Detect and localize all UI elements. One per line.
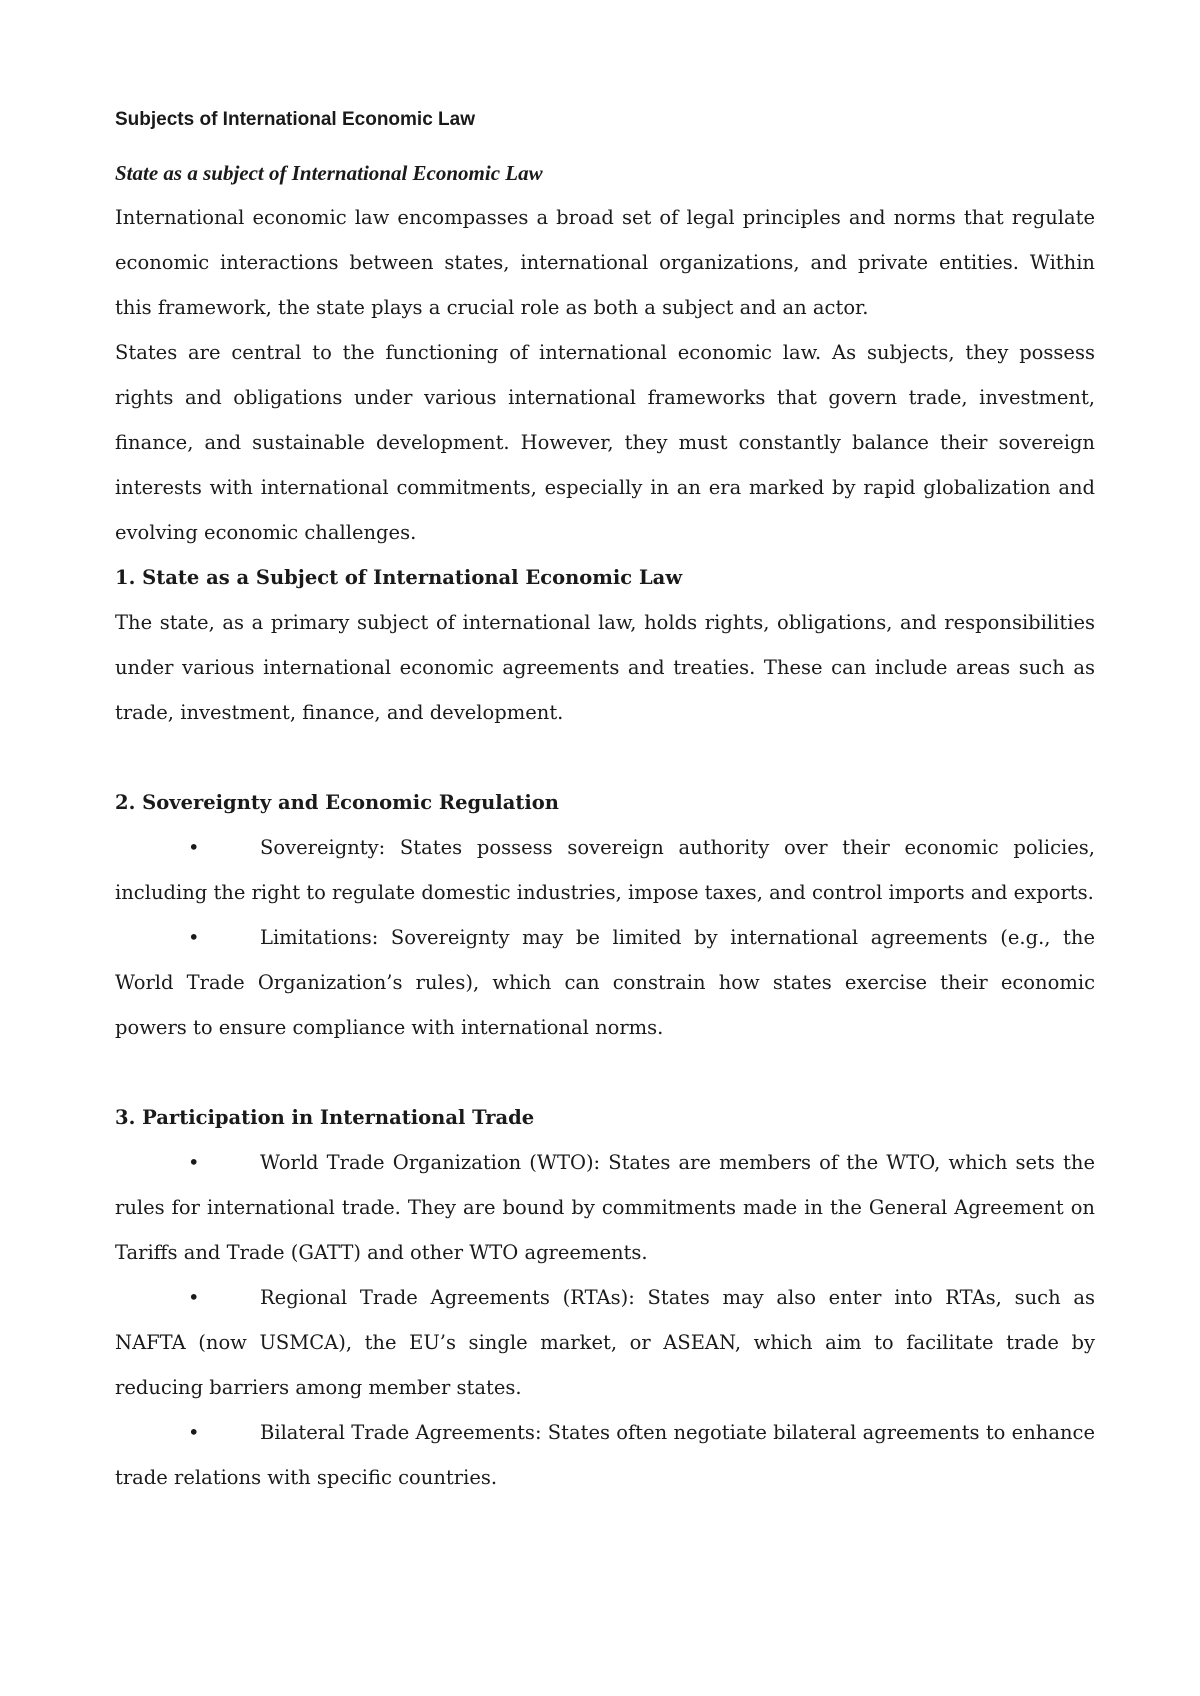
- document-subtitle: State as a subject of International Economic Law: [115, 161, 543, 185]
- section-heading: 1. State as a Subject of International Economic Law: [115, 566, 683, 589]
- intro-paragraph: States are central to the functioning of international economic law. As subjects, they possess rights and obligations under various international frameworks that govern trade, investment, finance, and sustainable development. However, they must constantly balance their sovereign interests with international commitments, especially in an era marked by rapid globalization and evolving economic challenges.: [115, 341, 1095, 544]
- intro-paragraph: International economic law encompasses a broad set of legal principles and norms that regulate economic interactions between states, international organizations, and private entities. Within this framework, the state plays a crucial role as both a subject and an actor.: [115, 206, 1095, 319]
- section-heading: 2. Sovereignty and Economic Regulation: [115, 791, 559, 814]
- bullet-text: Bilateral Trade Agreements: States often negotiate bilateral agreements to enhance trade relations with specific countries.: [115, 1421, 1095, 1489]
- bullet-item: [115, 1140, 1095, 1275]
- bullet-item: [115, 825, 1095, 915]
- bullet-glyph: •: [188, 836, 200, 859]
- bullet-text: Limitations: Sovereignty may be limited by international agreements (e.g., the World Trade Organization’s rules), which can constrain how states exercise their economic powers to ensure compliance with international norms.: [115, 926, 1095, 1039]
- bullet-text: Sovereignty: States possess sovereign authority over their economic policies, including the right to regulate domestic industries, impose taxes, and control imports and exports.: [115, 836, 1095, 904]
- bullet-item: [115, 915, 1095, 1050]
- bullet-text: World Trade Organization (WTO): States are members of the WTO, which sets the rules for international trade. They are bound by commitments made in the General Agreement on Tariffs and Trade (GATT) and other WTO agreements.: [115, 1151, 1095, 1264]
- document-title: Subjects of International Economic Law: [115, 109, 475, 130]
- blank-line: [115, 1050, 1095, 1095]
- bullet-glyph: •: [188, 1286, 200, 1309]
- bullet-item: [115, 1275, 1095, 1410]
- bullet-glyph: •: [188, 1421, 200, 1444]
- blank-line: [115, 735, 1095, 780]
- section-paragraph: The state, as a primary subject of international law, holds rights, obligations, and responsibilities under various international economic agreements and treaties. These can include areas such as trade, investment, finance, and development.: [115, 611, 1095, 724]
- document-body: [115, 108, 1095, 1500]
- bullet-item: [115, 1410, 1095, 1500]
- bullet-glyph: •: [188, 1151, 200, 1174]
- bullet-glyph: •: [188, 926, 200, 949]
- section-heading: 3. Participation in International Trade: [115, 1106, 535, 1129]
- bullet-text: Regional Trade Agreements (RTAs): States may also enter into RTAs, such as NAFTA (now USMCA), the EU’s single market, or ASEAN, which aim to facilitate trade by reducing barriers among member states.: [115, 1286, 1095, 1399]
